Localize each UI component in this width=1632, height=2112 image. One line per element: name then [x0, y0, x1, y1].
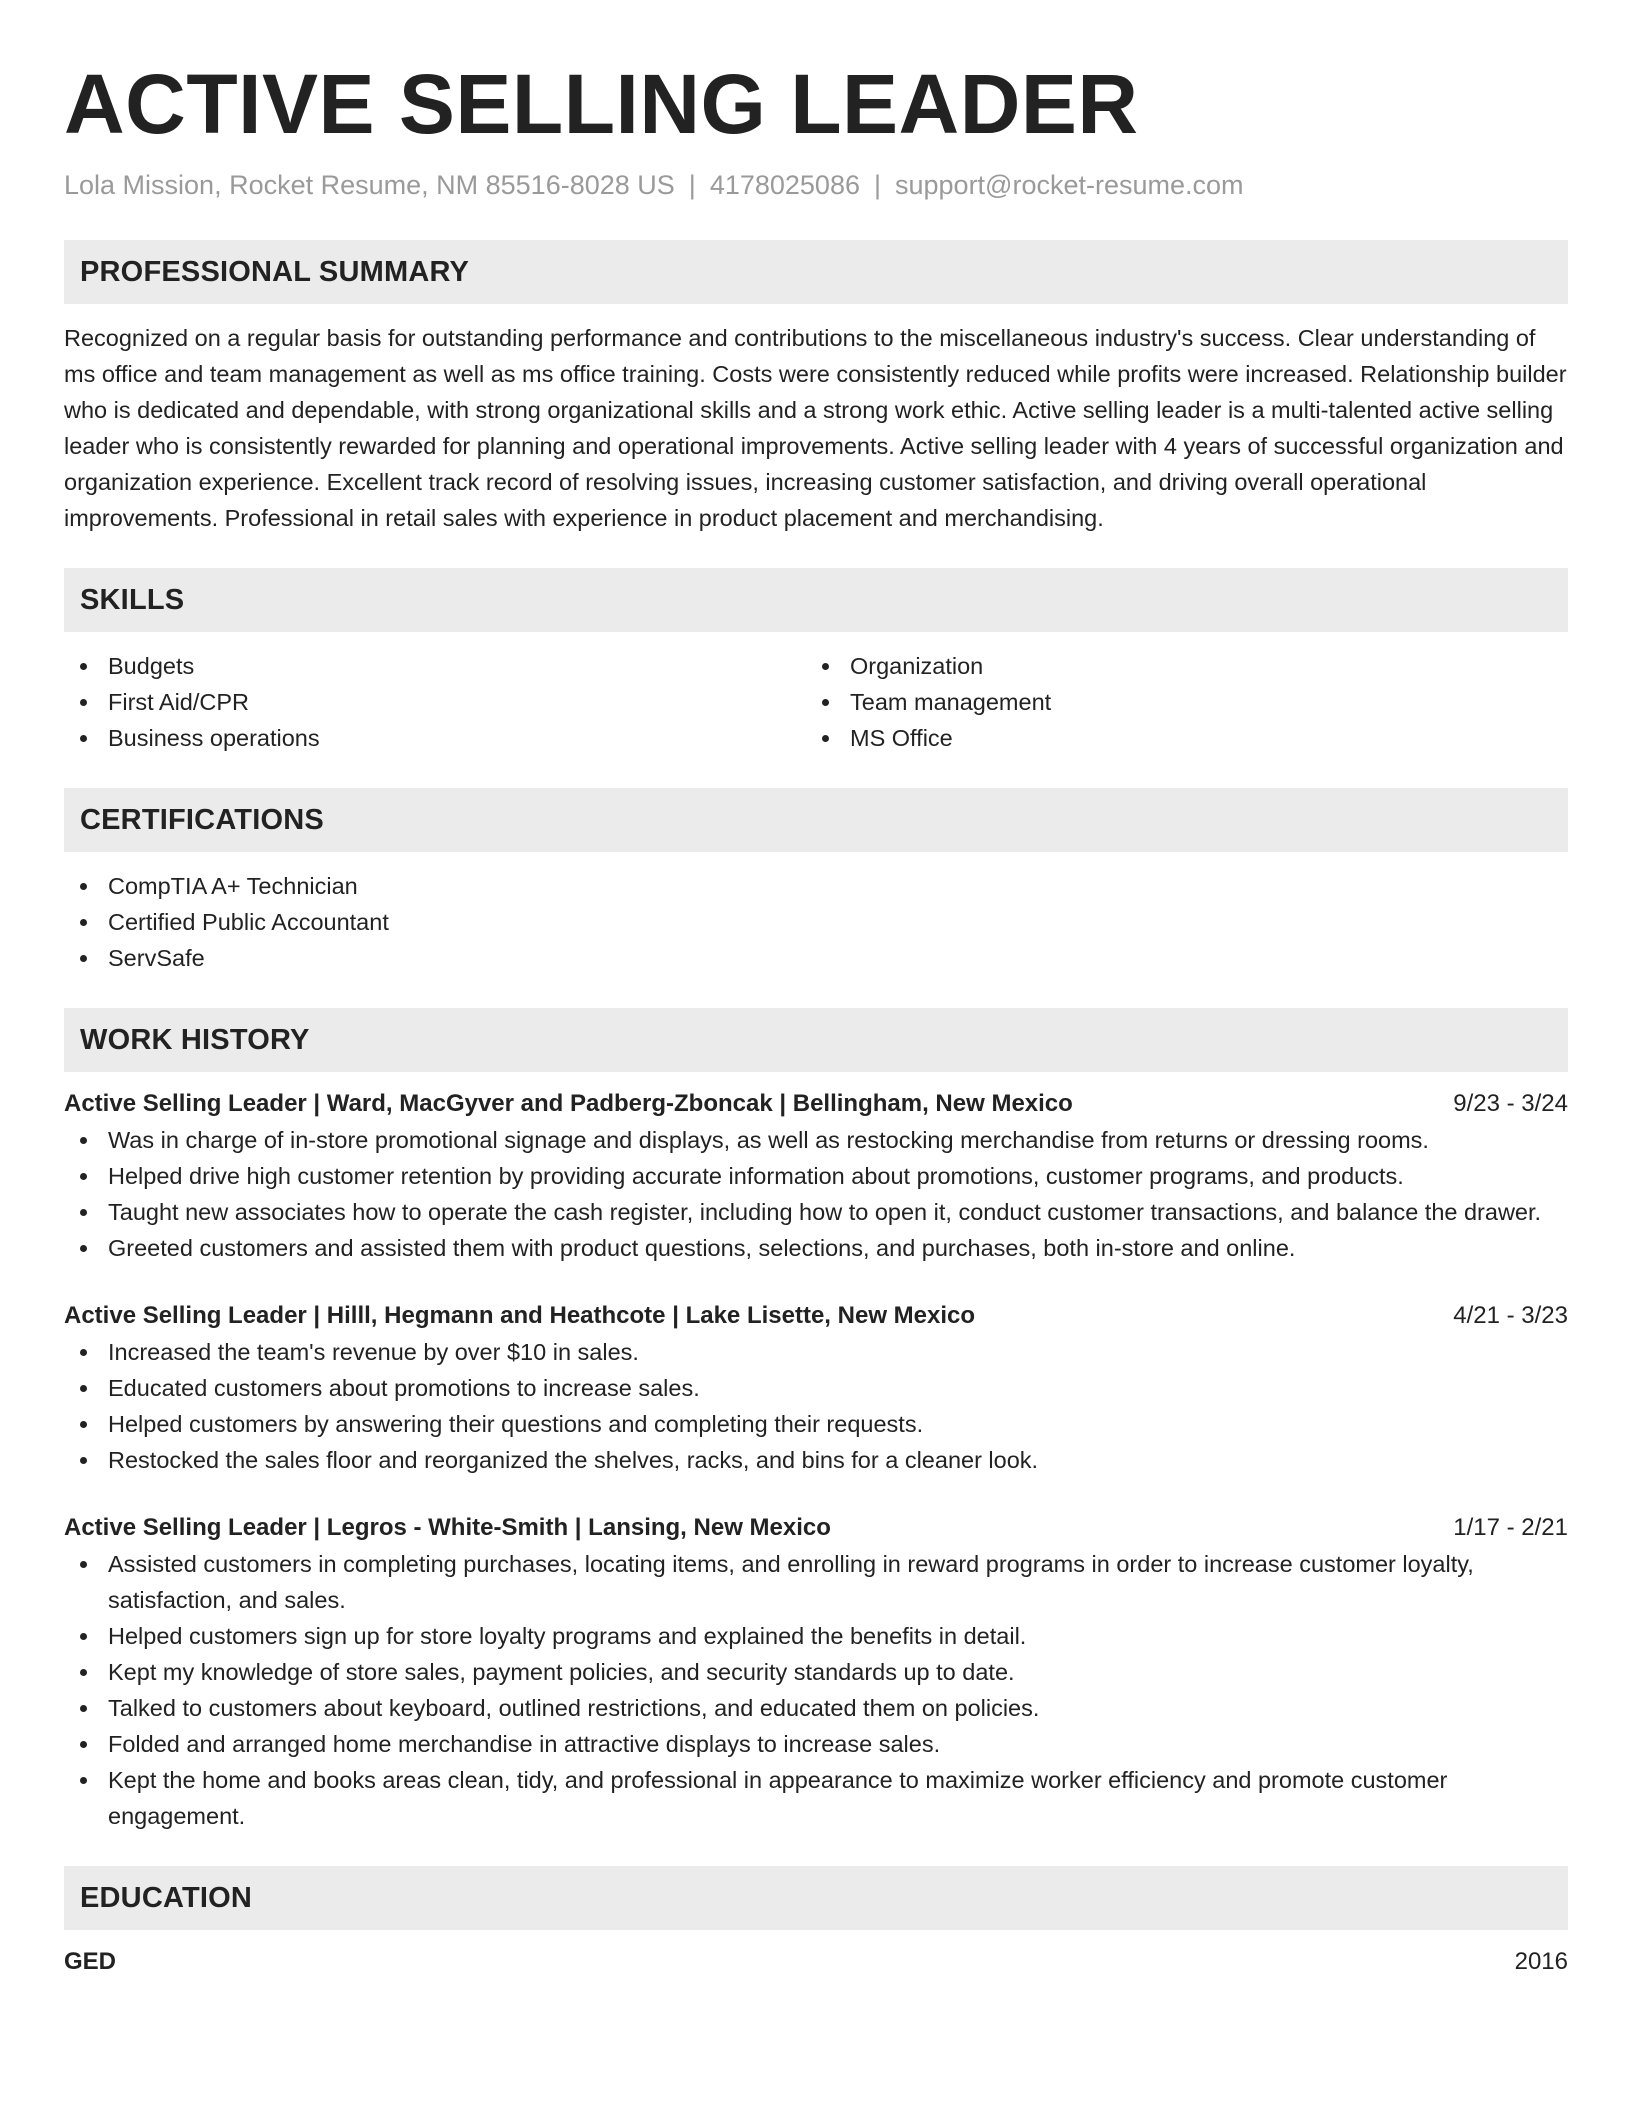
- job-entry: [64, 1298, 1568, 1478]
- contact-email: support@rocket-resume.com: [895, 170, 1244, 200]
- skills-right-list: [806, 648, 1548, 756]
- resume-page: [64, 0, 1568, 1980]
- skills-left-list: [64, 648, 806, 756]
- job-dates: 1/17 - 2/21: [1453, 1514, 1568, 1541]
- job-heading-row: [64, 1510, 1568, 1546]
- job-entry: [64, 1086, 1568, 1266]
- skill-item: Budgets: [64, 648, 806, 684]
- job-heading-row: [64, 1298, 1568, 1334]
- contact-separator: |: [873, 170, 881, 200]
- job-bullet: Greeted customers and assisted them with product questions, selections, and purchases, both in-store and online.: [64, 1230, 1568, 1266]
- certification-item: Certified Public Accountant: [64, 904, 1568, 940]
- section-header-summary: PROFESSIONAL SUMMARY: [64, 240, 1568, 304]
- section-header-certifications: CERTIFICATIONS: [64, 788, 1568, 852]
- skill-item: Team management: [806, 684, 1548, 720]
- job-bullet: Talked to customers about keyboard, outlined restrictions, and educated them on policies.: [64, 1690, 1568, 1726]
- education-degree: GED: [64, 1948, 117, 1975]
- job-bullet: Helped customers sign up for store loyalty programs and explained the benefits in detail.: [64, 1618, 1568, 1654]
- job-bullet: Folded and arranged home merchandise in attractive displays to increase sales.: [64, 1726, 1568, 1762]
- job-bullet: Was in charge of in-store promotional signage and displays, as well as restocking merchandise from returns or dressing rooms.: [64, 1122, 1568, 1158]
- job-bullet: Taught new associates how to operate the cash register, including how to open it, conduct customer transactions, and balance the drawer.: [64, 1194, 1568, 1230]
- summary-text: Recognized on a regular basis for outstanding performance and contributions to the miscellaneous industry's success. Clear understanding of ms office and team management as well as ms office training. Costs were consistently reduced while profits were increased. Relationship builder who is dedicated and dependable, with strong organizational skills and a strong work ethic. Active selling leader is a multi-talented active selling leader who is consistently rewarded for planning and operational improvements. Active selling leader with 4 years of successful organization and organization experience. Excellent track record of resolving issues, increasing customer satisfaction, and driving overall operational improvements. Professional in retail sales with experience in product placement and merchandising.: [64, 325, 1567, 531]
- skill-item: MS Office: [806, 720, 1548, 756]
- contact-phone: 4178025086: [709, 170, 860, 200]
- job-dates: 9/23 - 3/24: [1453, 1090, 1568, 1117]
- skill-item: Business operations: [64, 720, 806, 756]
- certification-item: ServSafe: [64, 940, 1568, 976]
- contact-line: [64, 168, 1568, 202]
- contact-address: Lola Mission, Rocket Resume, NM 85516-8028 US: [64, 170, 675, 200]
- contact-separator: |: [688, 170, 696, 200]
- job-bullet: Helped drive high customer retention by providing accurate information about promotions, customer programs, and products.: [64, 1158, 1568, 1194]
- section-header-work-history: WORK HISTORY: [64, 1008, 1568, 1072]
- job-title: Active Selling Leader | Ward, MacGyver and Padberg-Zboncak | Bellingham, New Mexico: [64, 1090, 1073, 1117]
- job-bullets: [64, 1334, 1568, 1478]
- job-bullet: Kept the home and books areas clean, tidy, and professional in appearance to maximize worker efficiency and promote customer engagement.: [64, 1762, 1568, 1834]
- candidate-name: ACTIVE SELLING LEADER: [64, 57, 1139, 151]
- job-heading-row: [64, 1086, 1568, 1122]
- education-row: [64, 1944, 1568, 1980]
- education-year: 2016: [1514, 1948, 1568, 1975]
- job-bullets: [64, 1122, 1568, 1266]
- section-header-skills: SKILLS: [64, 568, 1568, 632]
- job-dates: 4/21 - 3/23: [1453, 1302, 1568, 1329]
- job-bullet: Kept my knowledge of store sales, payment policies, and security standards up to date.: [64, 1654, 1568, 1690]
- job-entry: [64, 1510, 1568, 1834]
- skill-item: First Aid/CPR: [64, 684, 806, 720]
- job-title: Active Selling Leader | Hilll, Hegmann and Heathcote | Lake Lisette, New Mexico: [64, 1302, 976, 1329]
- job-bullet: Assisted customers in completing purchases, locating items, and enrolling in reward programs in order to increase customer loyalty, satisfaction, and sales.: [64, 1546, 1568, 1618]
- job-bullet: Restocked the sales floor and reorganized the shelves, racks, and bins for a cleaner look.: [64, 1442, 1568, 1478]
- skill-item: Organization: [806, 648, 1548, 684]
- section-header-education: EDUCATION: [64, 1866, 1568, 1930]
- certifications-list: [64, 868, 1568, 976]
- job-bullets: [64, 1546, 1568, 1834]
- certification-item: CompTIA A+ Technician: [64, 868, 1568, 904]
- job-bullet: Helped customers by answering their questions and completing their requests.: [64, 1406, 1568, 1442]
- job-title: Active Selling Leader | Legros - White-Smith | Lansing, New Mexico: [64, 1514, 831, 1541]
- skills-grid: [64, 648, 1568, 756]
- job-bullet: Educated customers about promotions to increase sales.: [64, 1370, 1568, 1406]
- job-bullet: Increased the team's revenue by over $10 in sales.: [64, 1334, 1568, 1370]
